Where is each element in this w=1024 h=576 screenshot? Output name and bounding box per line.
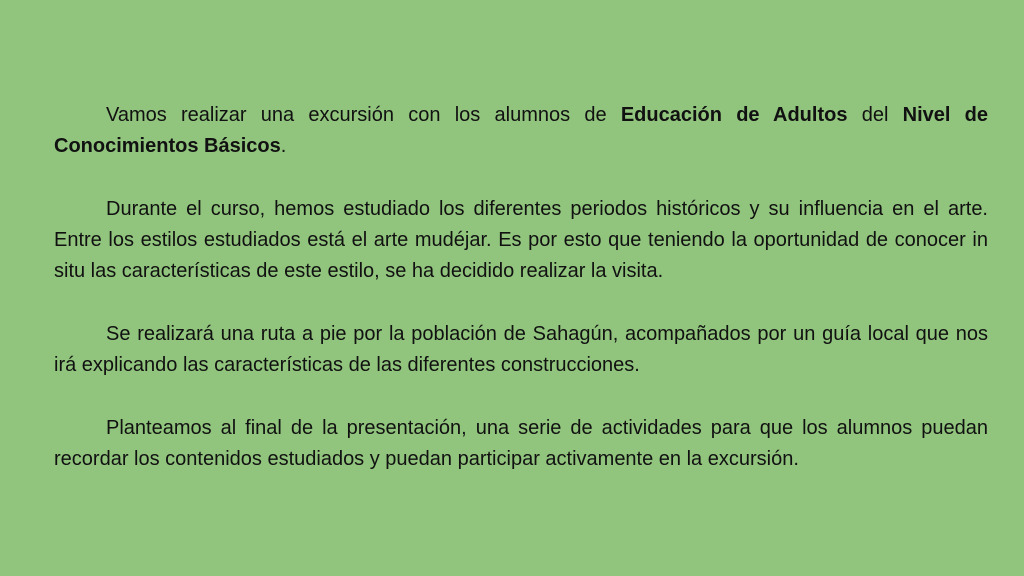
intro-bold-nivel: Nivel de Conocimientos Básicos: [54, 104, 988, 157]
intro-text-period: .: [280, 135, 287, 157]
paragraph-curso: Durante el curso, hemos estudiado los diferentes periodos históricos y su influencia en el arte. Entre los estilos estudiados está el arte mudéjar. Es por esto que teniendo la oportunidad de conocer in situ las características de este estilo, se ha decidido realizar la visita.: [54, 198, 988, 282]
intro-text-del: del: [847, 104, 903, 126]
paragraph-ruta: Se realizará una ruta a pie por la población de Sahagún, acompañados por un guía local que nos irá explicando las características de las diferentes construcciones.: [54, 323, 988, 376]
intro-bold-educacion-adultos: Educación de Adultos: [620, 104, 848, 126]
paragraph-intro: [54, 100, 988, 162]
paragraph-actividades: Planteamos al final de la presentación, una serie de actividades para que los alumnos puedan recordar los contenidos estudiados y puedan participar activamente en la excursión.: [54, 417, 988, 470]
intro-text-start: Vamos realizar una excursión con los alumnos de: [106, 104, 621, 126]
